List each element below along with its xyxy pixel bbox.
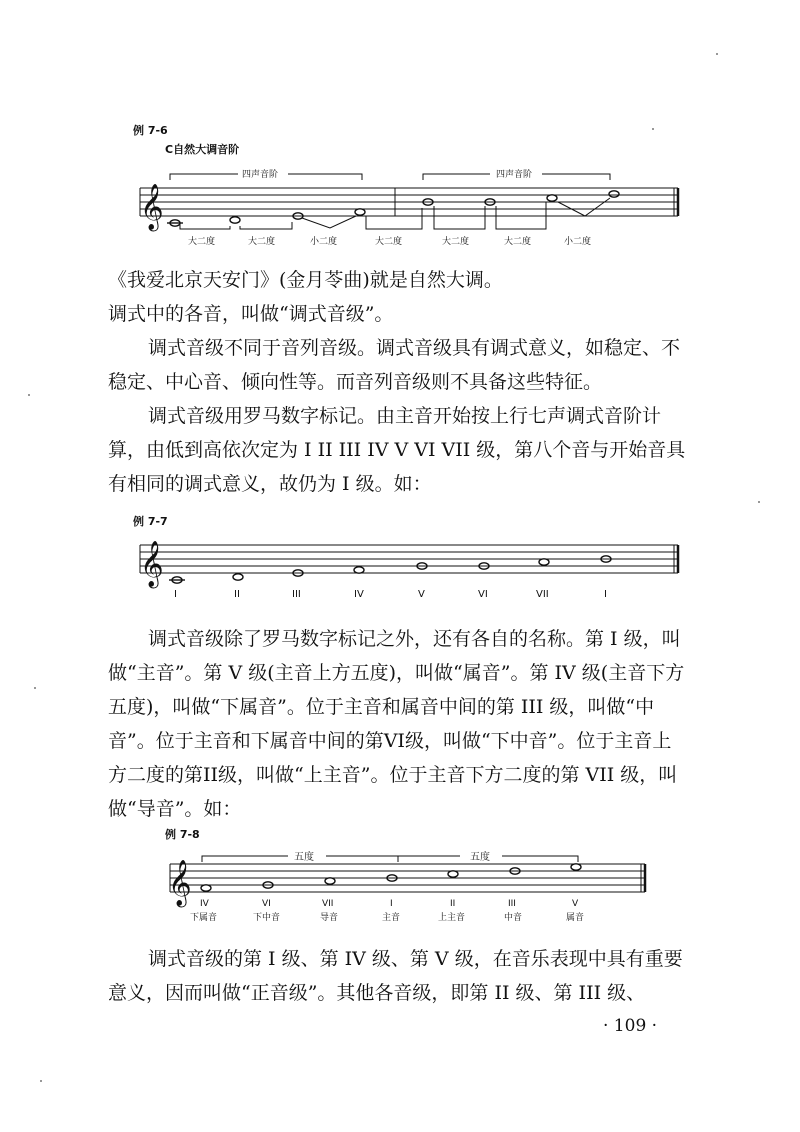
paragraph: 调式音级用罗马数字标记。由主音开始按上行七声调式音阶计算，由低到高依次定为 I II III IV V VI VII 级，第八个音与开始音具有相同的调式意义，故仍为 I 级。如： (108, 405, 686, 495)
roman-numeral: VI (262, 899, 271, 909)
interval-label: 大二度 (188, 237, 216, 247)
degree-name: 下中音 (253, 913, 281, 923)
interval-label: 大二度 (504, 237, 532, 247)
body-text-block-2 (108, 622, 688, 826)
interval-label: 大二度 (248, 237, 276, 247)
note-c5 (609, 191, 619, 197)
note-d4 (230, 217, 240, 223)
degree-name: 上主音 (438, 913, 466, 923)
scan-speck (40, 1080, 42, 1082)
example-7-7-label: 例 7-7 (133, 515, 168, 528)
roman-numeral: I (604, 589, 607, 600)
scan-speck (716, 53, 718, 55)
degree-name: 下属音 (190, 913, 218, 923)
degree-name: 主音 (382, 913, 401, 923)
treble-clef-icon: 𝄞 (168, 860, 192, 906)
paragraph: 调式音级除了罗马数字标记之外，还有各自的名称。第 I 级，叫做“主音”。第 V 级(主音上方五度)，叫做“属音”。第 IV 级(主音下方五度)，叫做“下属音”。位于主音和属音中间的第 III 级，叫做“中音”。位于主音和下属音中间的第VI级，叫做“下中音”。位于主音上方二度的第II级，叫做“上主音”。位于主音下方二度的第 VII 级，叫做“导音”。如： (108, 628, 685, 820)
roman-numeral: III (292, 589, 301, 600)
example-7-8-staff (160, 846, 660, 928)
example-7-6-title: C自然大调音阶 (165, 143, 240, 156)
treble-clef-icon: 𝄞 (140, 184, 164, 230)
interval-label: 小二度 (564, 237, 592, 247)
interval-label: 大二度 (442, 237, 470, 247)
interval-label: 小二度 (310, 237, 338, 247)
scan-speck (652, 128, 654, 130)
roman-numeral: II (450, 899, 456, 909)
treble-clef-icon: 𝄞 (140, 541, 164, 587)
bracket-label-2: 四声音阶 (496, 170, 533, 180)
roman-numeral: V (572, 899, 579, 909)
example-7-6-label: 例 7-6 (133, 124, 168, 137)
example-7-8-label: 例 7-8 (165, 828, 200, 841)
paragraph: 《我爱北京天安门》(金月苓曲)就是自然大调。 (108, 269, 503, 291)
body-text-block-3 (108, 942, 688, 1010)
degree-name: 导音 (320, 913, 339, 923)
scan-speck (28, 394, 30, 396)
bracket-label-2: 五度 (470, 852, 490, 863)
roman-numeral: II (234, 589, 240, 600)
interval-label: 大二度 (375, 237, 403, 247)
note-b4 (547, 195, 557, 201)
example-7-6-staff (130, 156, 690, 256)
roman-numeral: VII (536, 589, 549, 600)
roman-numeral: VI (478, 589, 488, 600)
bracket-label-1: 四声音阶 (242, 170, 279, 180)
bracket-label-1: 五度 (294, 852, 314, 863)
paragraph: 调式音级不同于音列音级。调式音级具有调式意义，如稳定、不稳定、中心音、倾向性等。而音列音级则不具备这些特征。 (108, 337, 681, 393)
roman-numeral: I (390, 899, 393, 909)
degree-name: 属音 (566, 913, 585, 923)
note-f4 (355, 209, 365, 215)
roman-numeral: VII (322, 899, 334, 909)
example-7-7-staff (130, 533, 690, 603)
roman-numeral: III (508, 899, 516, 909)
body-text-block-1 (108, 263, 688, 501)
page-number: · 109 · (603, 1016, 658, 1036)
roman-numeral: IV (354, 589, 364, 600)
roman-numeral: I (174, 589, 177, 600)
scan-speck (758, 501, 760, 503)
paragraph: 调式音级的第 I 级、第 IV 级、第 V 级，在音乐表现中具有重要意义，因而叫做“正音级”。其他各音级，即第 II 级、第 III 级、 (108, 948, 683, 1004)
paragraph: 调式中的各音，叫做“调式音级”。 (108, 303, 394, 325)
degree-name: 中音 (504, 913, 523, 923)
scan-speck (34, 687, 36, 689)
roman-numeral: IV (200, 899, 209, 909)
roman-numeral: V (418, 589, 425, 600)
